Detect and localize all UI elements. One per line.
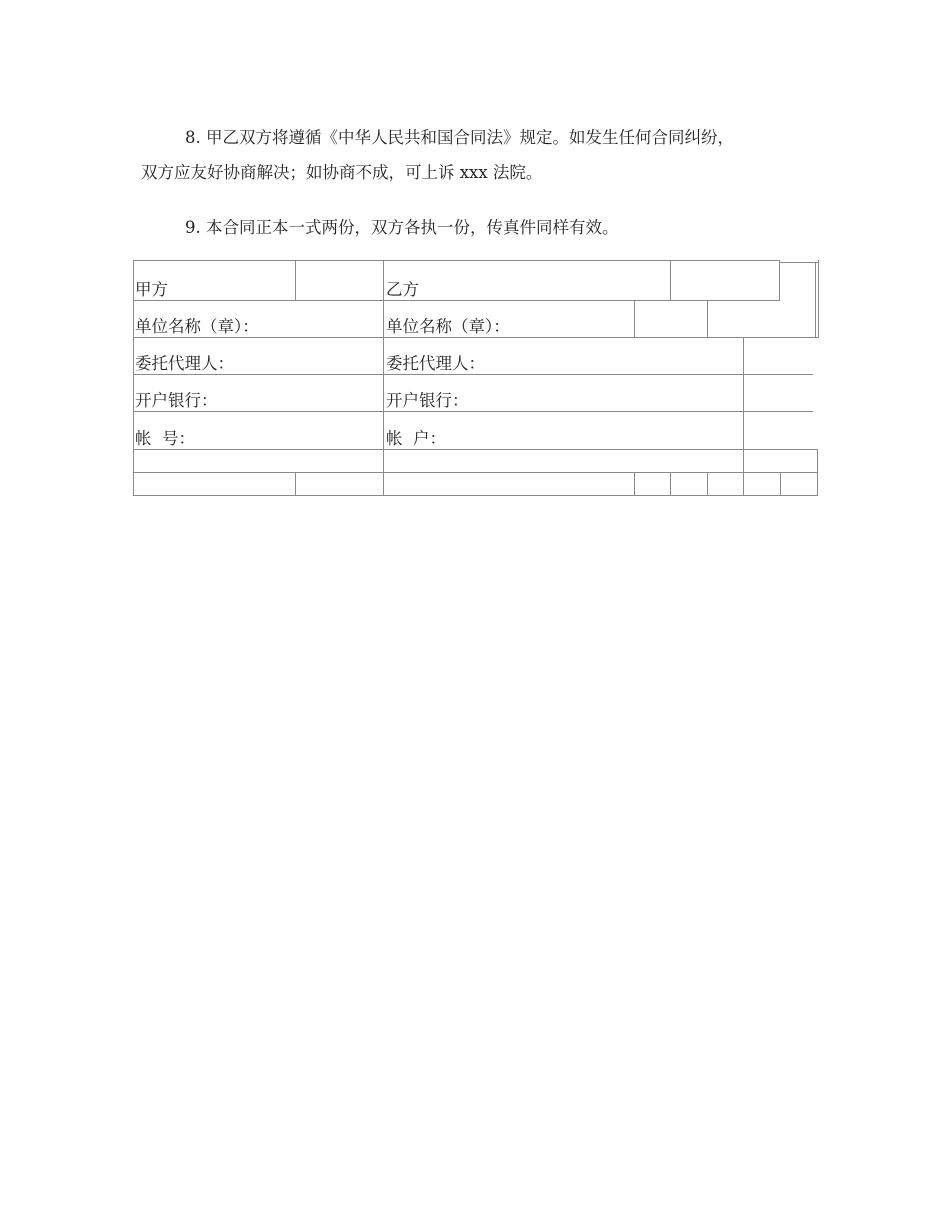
table-rule [295,472,296,496]
party-b-title: 乙方 [386,280,419,299]
table-rule [133,337,818,338]
table-rule [133,495,818,496]
table-rule [670,260,671,300]
table-rule [779,260,780,300]
party-a-title: 甲方 [135,280,168,299]
table-rule [634,472,635,496]
table-rule [780,262,818,263]
party-a-bank-label: 开户银行： [135,391,218,410]
clause-8-line-1: 8. 甲乙双方将遵循《中华人民共和国合同法》规定。如发生任何合同纠纷， [185,128,734,147]
table-rule [743,337,744,496]
table-rule [133,449,818,450]
table-rule [133,260,780,261]
table-rule [133,300,780,301]
table-rule [133,411,813,412]
table-rule [818,260,819,338]
table-rule [707,300,708,337]
table-rule [133,472,818,473]
party-b-agent-label: 委托代理人： [386,354,485,373]
table-rule [133,374,813,375]
party-a-account-label: 帐 号： [135,429,195,448]
table-rule [670,472,671,496]
party-b-account-label: 帐 户： [386,429,446,448]
party-b-unit-name-label: 单位名称（章）： [386,317,510,336]
table-rule [295,260,296,300]
table-rule [133,260,134,496]
table-rule [780,472,781,496]
clause-9: 9. 本合同正本一式两份，双方各执一份，传真件同样有效。 [185,218,619,237]
table-rule [815,262,816,337]
table-rule [383,260,384,496]
table-rule [817,449,818,496]
clause-8-line-2: 双方应友好协商解决；如协商不成，可上诉 xxx 法院。 [141,163,543,182]
table-rule [707,472,708,496]
party-a-unit-name-label: 单位名称（章）： [135,317,259,336]
table-rule [634,300,635,337]
party-b-bank-label: 开户银行： [386,391,469,410]
party-a-agent-label: 委托代理人： [135,354,234,373]
